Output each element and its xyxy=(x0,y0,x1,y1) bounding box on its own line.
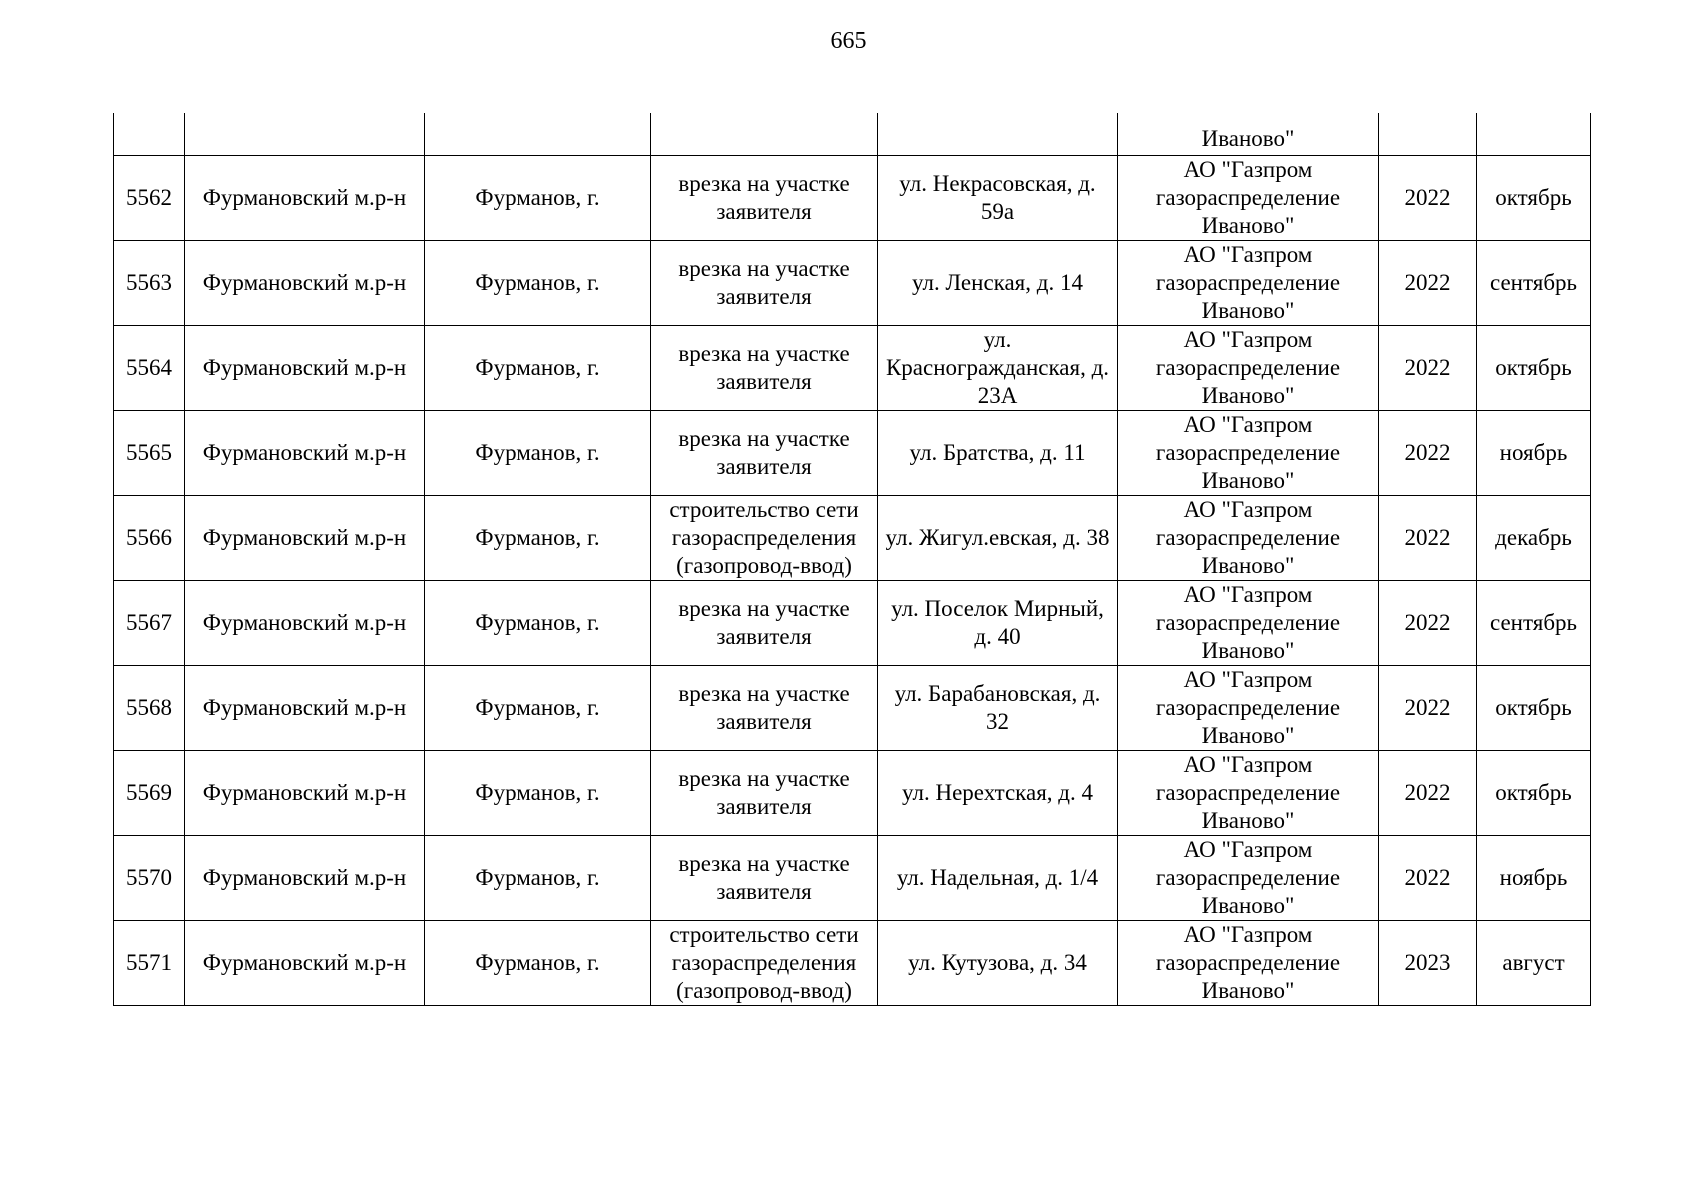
cell-work: врезка на участке заявителя xyxy=(651,836,878,921)
cell-no: 5569 xyxy=(114,751,185,836)
cell-year: 2022 xyxy=(1379,326,1477,411)
cell-district: Фурмановский м.р-н xyxy=(185,496,425,581)
cell-year: 2022 xyxy=(1379,751,1477,836)
cell-address: ул. Некрасовская, д. 59а xyxy=(878,156,1118,241)
cell-month: октябрь xyxy=(1477,751,1591,836)
cell-work: врезка на участке заявителя xyxy=(651,411,878,496)
cell-month: декабрь xyxy=(1477,496,1591,581)
cell-work: врезка на участке заявителя xyxy=(651,156,878,241)
table-row-continuation xyxy=(114,113,1591,156)
cell-year xyxy=(1379,113,1477,156)
cell-no: 5568 xyxy=(114,666,185,751)
cell-address: ул. Братства, д. 11 xyxy=(878,411,1118,496)
cell-organization: АО "Газпром газораспределение Иваново" xyxy=(1118,496,1379,581)
cell-organization: АО "Газпром газораспределение Иваново" xyxy=(1118,156,1379,241)
table-row xyxy=(114,921,1591,1006)
cell-city: Фурманов, г. xyxy=(425,581,651,666)
cell-year: 2022 xyxy=(1379,241,1477,326)
cell-no: 5570 xyxy=(114,836,185,921)
cell-city xyxy=(425,113,651,156)
table-row xyxy=(114,666,1591,751)
cell-organization: АО "Газпром газораспределение Иваново" xyxy=(1118,326,1379,411)
cell-organization: АО "Газпром газораспределение Иваново" xyxy=(1118,666,1379,751)
cell-organization: АО "Газпром газораспределение Иваново" xyxy=(1118,836,1379,921)
cell-no: 5562 xyxy=(114,156,185,241)
cell-city: Фурманов, г. xyxy=(425,921,651,1006)
cell-district: Фурмановский м.р-н xyxy=(185,326,425,411)
cell-city: Фурманов, г. xyxy=(425,496,651,581)
table-row xyxy=(114,496,1591,581)
cell-address: ул. Нерехтская, д. 4 xyxy=(878,751,1118,836)
cell-district: Фурмановский м.р-н xyxy=(185,411,425,496)
table-row xyxy=(114,751,1591,836)
table-row xyxy=(114,836,1591,921)
cell-city: Фурманов, г. xyxy=(425,666,651,751)
cell-address xyxy=(878,113,1118,156)
cell-month: ноябрь xyxy=(1477,411,1591,496)
cell-district xyxy=(185,113,425,156)
cell-city: Фурманов, г. xyxy=(425,836,651,921)
cell-year: 2023 xyxy=(1379,921,1477,1006)
cell-district: Фурмановский м.р-н xyxy=(185,751,425,836)
cell-address: ул. Кутузова, д. 34 xyxy=(878,921,1118,1006)
cell-no: 5563 xyxy=(114,241,185,326)
cell-month: октябрь xyxy=(1477,326,1591,411)
cell-address: ул. Красногражданская, д. 23А xyxy=(878,326,1118,411)
cell-work xyxy=(651,113,878,156)
cell-organization: АО "Газпром газораспределение Иваново" xyxy=(1118,241,1379,326)
cell-no: 5565 xyxy=(114,411,185,496)
cell-no xyxy=(114,113,185,156)
cell-year: 2022 xyxy=(1379,496,1477,581)
cell-month: сентябрь xyxy=(1477,241,1591,326)
cell-address: ул. Жигул.евская, д. 38 xyxy=(878,496,1118,581)
page-number: 665 xyxy=(830,28,867,54)
cell-year: 2022 xyxy=(1379,411,1477,496)
cell-month: октябрь xyxy=(1477,666,1591,751)
cell-work: врезка на участке заявителя xyxy=(651,326,878,411)
cell-district: Фурмановский м.р-н xyxy=(185,156,425,241)
cell-city: Фурманов, г. xyxy=(425,156,651,241)
cell-organization: Иваново" xyxy=(1118,113,1379,156)
table-row xyxy=(114,581,1591,666)
cell-work: врезка на участке заявителя xyxy=(651,751,878,836)
cell-organization: АО "Газпром газораспределение Иваново" xyxy=(1118,581,1379,666)
cell-no: 5567 xyxy=(114,581,185,666)
cell-city: Фурманов, г. xyxy=(425,241,651,326)
gas-connection-table xyxy=(113,113,1591,1006)
cell-city: Фурманов, г. xyxy=(425,326,651,411)
cell-work: строительство сети газораспределения (газопровод-ввод) xyxy=(651,496,878,581)
table-row xyxy=(114,241,1591,326)
cell-year: 2022 xyxy=(1379,581,1477,666)
cell-organization: АО "Газпром газораспределение Иваново" xyxy=(1118,751,1379,836)
table-row xyxy=(114,326,1591,411)
cell-address: ул. Надельная, д. 1/4 xyxy=(878,836,1118,921)
cell-month: ноябрь xyxy=(1477,836,1591,921)
cell-city: Фурманов, г. xyxy=(425,411,651,496)
table-row xyxy=(114,411,1591,496)
cell-district: Фурмановский м.р-н xyxy=(185,581,425,666)
cell-year: 2022 xyxy=(1379,836,1477,921)
cell-no: 5566 xyxy=(114,496,185,581)
table-row xyxy=(114,156,1591,241)
cell-month: сентябрь xyxy=(1477,581,1591,666)
cell-no: 5564 xyxy=(114,326,185,411)
cell-address: ул. Ленская, д. 14 xyxy=(878,241,1118,326)
cell-month: август xyxy=(1477,921,1591,1006)
cell-work: врезка на участке заявителя xyxy=(651,666,878,751)
cell-no: 5571 xyxy=(114,921,185,1006)
cell-district: Фурмановский м.р-н xyxy=(185,666,425,751)
cell-district: Фурмановский м.р-н xyxy=(185,241,425,326)
cell-year: 2022 xyxy=(1379,156,1477,241)
cell-organization: АО "Газпром газораспределение Иваново" xyxy=(1118,921,1379,1006)
cell-address: ул. Поселок Мирный, д. 40 xyxy=(878,581,1118,666)
cell-work: строительство сети газораспределения (газопровод-ввод) xyxy=(651,921,878,1006)
cell-address: ул. Барабановская, д. 32 xyxy=(878,666,1118,751)
cell-city: Фурманов, г. xyxy=(425,751,651,836)
cell-month: октябрь xyxy=(1477,156,1591,241)
cell-month xyxy=(1477,113,1591,156)
cell-year: 2022 xyxy=(1379,666,1477,751)
cell-work: врезка на участке заявителя xyxy=(651,581,878,666)
cell-district: Фурмановский м.р-н xyxy=(185,836,425,921)
cell-district: Фурмановский м.р-н xyxy=(185,921,425,1006)
cell-work: врезка на участке заявителя xyxy=(651,241,878,326)
cell-organization: АО "Газпром газораспределение Иваново" xyxy=(1118,411,1379,496)
